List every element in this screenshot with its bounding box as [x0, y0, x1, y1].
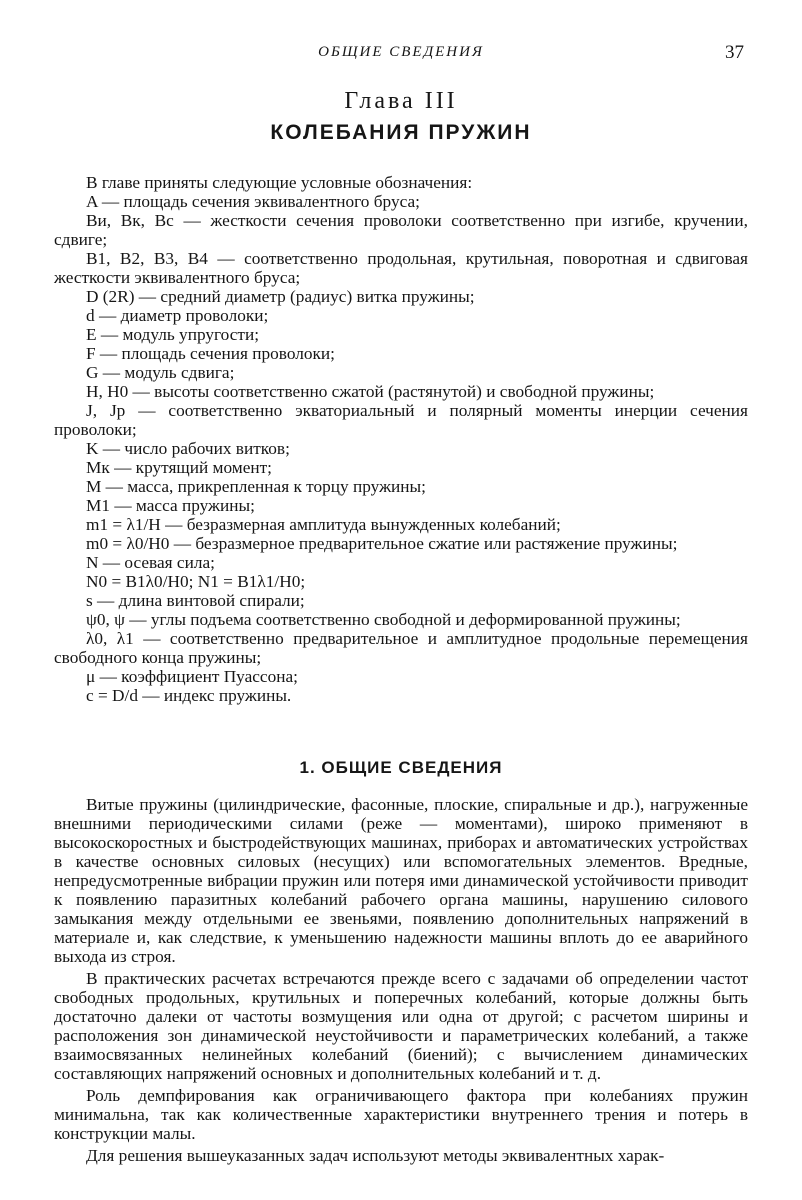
running-head: ОБЩИЕ СВЕДЕНИЯ	[318, 44, 484, 60]
paragraph: Роль демпфирования как ограничивающего фактора при колебаниях пружин минимальна, так как количественные характеристики внутреннего трения и потерь в конструкции малы.	[54, 1086, 748, 1143]
notation-item: K — число рабочих витков;	[86, 439, 290, 458]
notation-item: N0 = B1λ0/H0; N1 = B1λ1/H0;	[86, 572, 306, 591]
page-number: 37	[725, 42, 744, 63]
paragraph: В практических расчетах встречаются прежде всего с задачами об определении частот свободных продольных, крутильных и поперечных колебаний, которые должны быть достаточно далеки от частоты возмущения или одна от другой; с расчетом ширины и расположения зон динамической неустойчивости и параметрических колебаний, а также взаимосвязанных нелинейных колебаний (биений); с вычислением динамических составляющих напряжений основных и дополнительных колебаний и т. д.	[54, 969, 748, 1083]
section-title: 1. ОБЩИЕ СВЕДЕНИЯ	[299, 758, 503, 777]
notation-item: G — модуль сдвига;	[86, 363, 235, 382]
notation-item: c = D/d — индекс пружины.	[86, 686, 292, 705]
notation-item: μ — коэффициент Пуассона;	[86, 667, 298, 686]
chapter-title: КОЛЕБАНИЯ ПРУЖИН	[270, 121, 532, 144]
notation-item: E — модуль упругости;	[86, 325, 259, 344]
notation-item: Mк — крутящий момент;	[86, 458, 272, 477]
notation-list	[54, 173, 748, 705]
paragraph: Для решения вышеуказанных задач используют методы эквивалентных харак-	[86, 1146, 665, 1165]
notation-item: N — осевая сила;	[86, 553, 215, 572]
notation-item: B1, B2, B3, B4 — соответственно продольная, крутильная, поворотная и сдвиговая жесткости эквивалентного бруса;	[54, 249, 748, 287]
notation-item: M — масса, прикрепленная к торцу пружины;	[86, 477, 426, 496]
notation-item: Bи, Bк, Bс — жесткости сечения проволоки соответственно при изгибе, кручении, сдвиге;	[54, 211, 748, 249]
notation-item: A — площадь сечения эквивалентного бруса;	[86, 192, 420, 211]
notation-item: d — диаметр проволоки;	[86, 306, 269, 325]
notation-item: λ0, λ1 — соответственно предварительное и амплитудное продольные перемещения свободного конца пружины;	[54, 629, 748, 667]
notation-item: H, H0 — высоты соответственно сжатой (растянутой) и свободной пружины;	[86, 382, 655, 401]
notation-item: m0 = λ0/H0 — безразмерное предварительное сжатие или растяжение пружины;	[86, 534, 678, 553]
notation-item: M1 — масса пружины;	[86, 496, 255, 515]
notation-item: F — площадь сечения проволоки;	[86, 344, 335, 363]
notation-item: D (2R) — средний диаметр (радиус) витка пружины;	[86, 287, 475, 306]
notation-intro: В главе приняты следующие условные обозначения:	[86, 173, 473, 192]
paragraph: Витые пружины (цилиндрические, фасонные, плоские, спиральные и др.), нагруженные внешними периодическими силами (реже — моментами), широко применяют в высокоскоростных и быстродействующих машинах, приборах и автоматических устройствах в качестве основных силовых (несущих) или вспомогательных элементов. Вредные, непредусмотренные вибрации пружин или потеря ими динамической устойчивости приводит к появлению паразитных колебаний рабочего органа машины, нарушению силового замыкания между отдельными ее звеньями, появлению дополнительных напряжений в материале и, как следствие, к уменьшению надежности машины вплоть до ее аварийного выхода из строя.	[54, 795, 748, 966]
section-body	[54, 795, 748, 1168]
notation-item: ψ0, ψ — углы подъема соответственно свободной и деформированной пружины;	[86, 610, 681, 629]
notation-item: m1 = λ1/H — безразмерная амплитуда вынужденных колебаний;	[86, 515, 561, 534]
notation-item: s — длина винтовой спирали;	[86, 591, 305, 610]
chapter-label: Глава III	[344, 88, 458, 114]
notation-item: J, Jp — соответственно экваториальный и полярный моменты инерции сечения проволоки;	[54, 401, 748, 439]
